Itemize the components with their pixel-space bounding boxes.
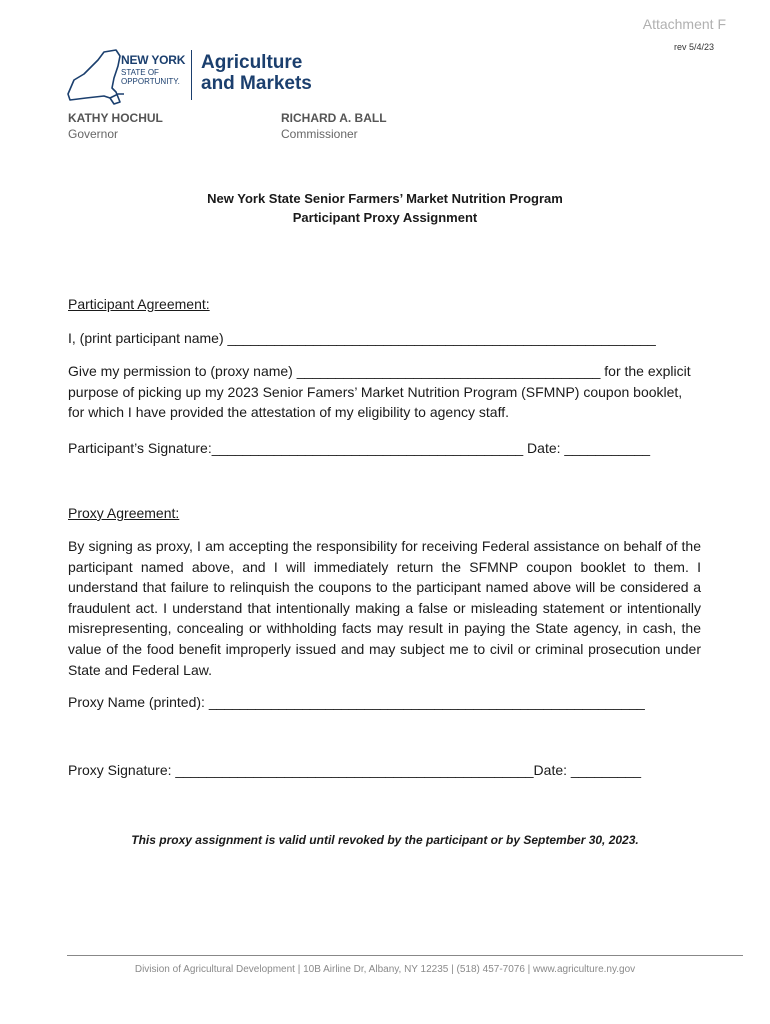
proxy-agreement-heading: Proxy Agreement:: [68, 505, 180, 521]
logo-state-tagline: [121, 68, 180, 86]
footer-contact: Division of Agricultural Development | 10B Airline Dr, Albany, NY 12235 | (518) 457-7076 | www.agriculture.ny.gov: [134, 964, 636, 975]
participant-name-field[interactable]: I, (print participant name) _______________________________________________________: [68, 330, 656, 346]
footer-divider: [67, 955, 743, 956]
revision-date: rev 5/4/23: [673, 42, 714, 52]
logo-agency-line2: and Markets: [201, 73, 312, 94]
participant-agreement-heading: Participant Agreement:: [68, 296, 210, 312]
attachment-label: Attachment F: [642, 16, 726, 32]
logo-tagline-line2: OPPORTUNITY.: [121, 77, 180, 86]
logo-agency-name: [201, 52, 312, 94]
governor-title: Governor: [68, 127, 119, 141]
document-title: New York State Senior Farmers’ Market Nutrition Program: [207, 191, 563, 206]
commissioner-title: Commissioner: [281, 127, 358, 141]
governor-name: KATHY HOCHUL: [68, 111, 163, 125]
proxy-signature-field[interactable]: Proxy Signature: ______________________________________________Date: _________: [68, 762, 641, 778]
logo-tagline-line1: STATE OF: [121, 68, 159, 77]
participant-signature-field[interactable]: Participant’s Signature:________________________________________ Date: ___________: [68, 440, 651, 456]
participant-permission-text[interactable]: Give my permission to (proxy name) _______________________________________ for the explicit purpose of picking up my 2023 Senior Famers’ Market Nutrition Program (SFMNP) coupon booklet, for which I have provided the attestation of my eligibility to agency staff.: [68, 363, 691, 421]
logo-state-name: NEW YORK: [121, 53, 186, 67]
validity-notice: This proxy assignment is valid until revoked by the participant or by September 30, 2023.: [131, 833, 639, 847]
logo-divider: [191, 50, 192, 100]
proxy-name-field[interactable]: Proxy Name (printed): ________________________________________________________: [68, 694, 645, 710]
logo-agency-line1: Agriculture: [201, 52, 303, 73]
proxy-agreement-body: By signing as proxy, I am accepting the responsibility for receiving Federal assistance on behalf of the participant named above, and I will immediately return the SFMNP coupon booklet to them. I understand that failure to relinquish the coupons to the participant named above will be considered a fraudulent act. I understand that intentionally making a false or misleading statement or intentionally misrepresenting, concealing or withholding facts may result in paying the State agency, in cash, the value of the food benefit improperly issued and may subject me to civil or criminal prosecution under State and Federal Law.: [68, 538, 701, 678]
document-subtitle: Participant Proxy Assignment: [292, 210, 478, 225]
commissioner-name: RICHARD A. BALL: [281, 111, 387, 125]
